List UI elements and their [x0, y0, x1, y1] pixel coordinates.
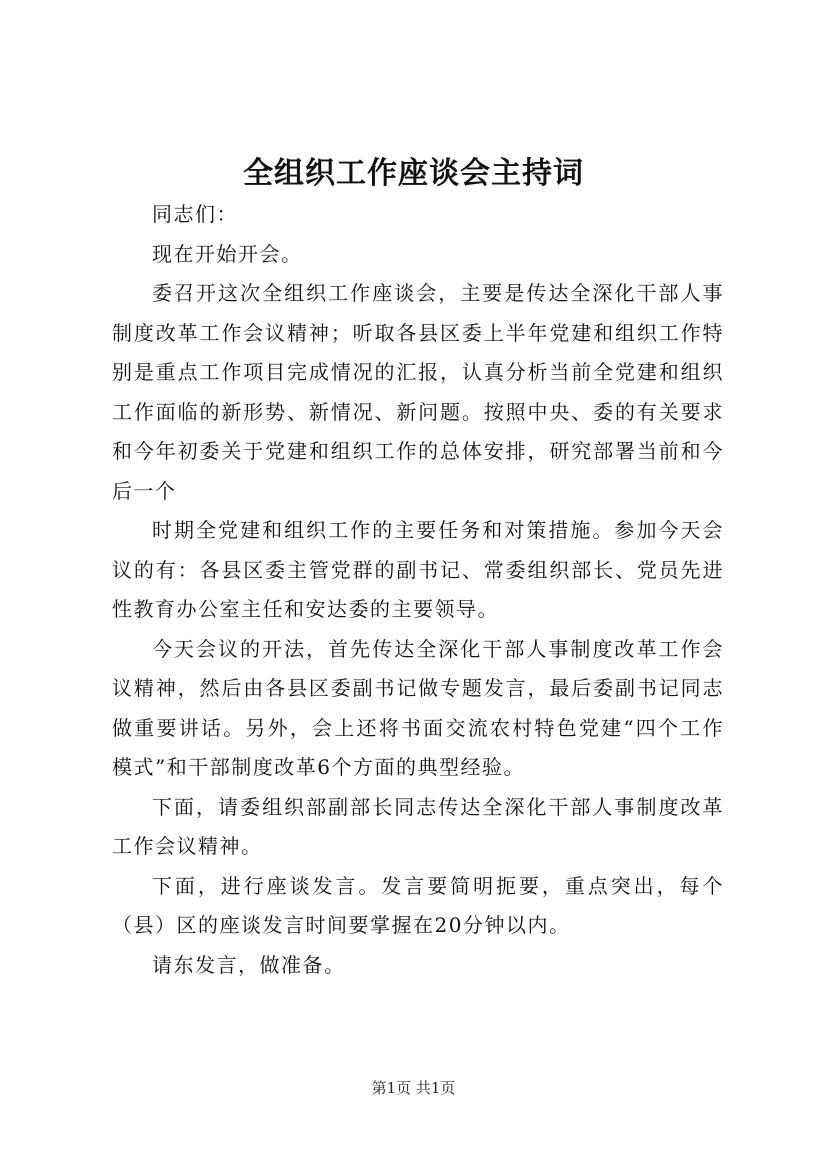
paragraph-first-speaker: 请东发言，做准备。 — [152, 952, 346, 977]
paragraph-agenda: 今天会议的开法，首先传达全深化干部人事制度改革工作会议精神，然后由各县区委副书记做专题发言，最后委副书记同志做重要讲话。另外，会上还将书面交流农村特色党建“四个工作模式”和干部制度改革6个方面的典型经验。 — [112, 636, 724, 779]
page-number: 第1页 共1页 — [371, 1079, 456, 1097]
paragraph-attendees: 时期全党建和组织工作的主要任务和对策措施。参加今天会议的有：各县区委主管党群的副书记、常委组织部长、党员先进性教育办公室主任和安达委的主要领导。 — [112, 518, 724, 621]
paragraph-opening: 现在开始开会。 — [152, 241, 303, 266]
paragraph-convey-spirit: 下面，请委组织部副部长同志传达全深化干部人事制度改革工作会议精神。 — [112, 794, 724, 858]
document-title: 全组织工作座谈会主持词 — [243, 156, 584, 191]
paragraph-salutation: 同志们： — [152, 202, 238, 226]
paragraph-discussion: 下面，进行座谈发言。发言要简明扼要，重点突出，每个（县）区的座谈发言时间要掌握在20分钟以内。 — [112, 873, 724, 937]
paragraph-purpose: 委召开这次全组织工作座谈会，主要是传达全深化干部人事制度改革工作会议精神；听取各县区委上半年党建和组织工作特别是重点工作项目完成情况的汇报，认真分析当前全党建和组织工作面临的新形势、新情况、新问题。按照中央、委的有关要求和今年初委关于党建和组织工作的总体安排，研究部署当前和今后一个 — [112, 281, 724, 503]
document-body — [112, 195, 724, 985]
